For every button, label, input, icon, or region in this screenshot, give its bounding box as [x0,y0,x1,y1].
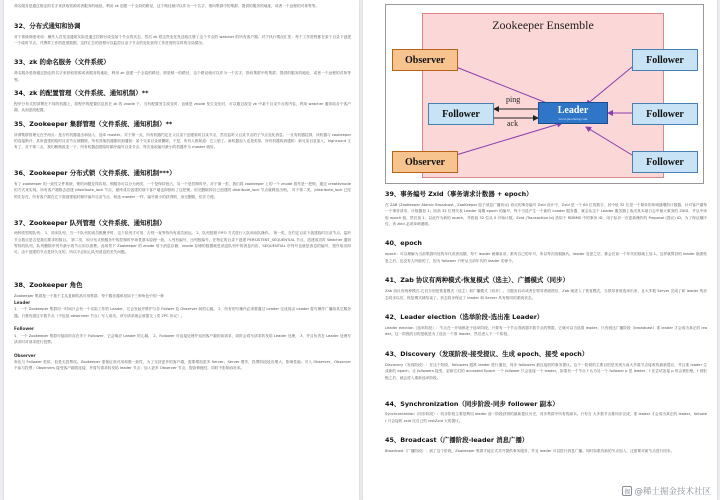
role-name-leader: Leader [14,299,31,305]
section-body: 程序分布式的部署在不同的机器上，将程序的配置信息放在 zk 的 znode 下，当有配置发生改变时，也就是 znode 发生变化时，可以通过改变 zk 中某个目录节点的内容，利用 watcher 通知给各个客户端，从而更改配置。 [14,101,351,113]
section-body: Broadcast（广播阶段）：到了这个阶段，Zookeeper 集群才能正式对外提供事务服务，并且 leader 可以进行消息广播。同时如果有新的节点加入，还需要对新节点进行同步。 [385,449,675,454]
section-33 [14,58,351,83]
section-body: Discovery（发现阶段）：在这个阶段，followers 跟准 leader 进行通信，同步 followers 最近接收的事务提议。这个一阶段的主要目的是发现当前大多数节点接收的最新提议，并且准 leader 生成新的 epoch，让 followers 接受，更新它们的 accepted Epoch 一个 follower 只会连接一个 leader，如果有一个节点 f 认为另一个 follower p 是 leader，f 在尝试连接 p 时会被拒绝，f 被拒绝之后，就会进入重新选举阶段。 [385,363,707,380]
follower-node-left: Follower [428,103,494,125]
section-heading: 37、Zookeeper 队列管理（文件系统、通知机制） [14,218,166,227]
section-body: 有了 zookeeper 的一致性文件系统，锁的问题变得容易。锁服务可以分为两类，一个是保持独占，另一个是控制时序。对于第一类，我们将 zookeeper 上的一个 znode 看作是一把锁，通过 createznode 的方式来实现。所有客户端都去创建 /distribute_lock 节点，最终成功创建的那个客户端也即拥有了这把锁。用完删除掉自己创建的 distribute_lock 节点就释放出锁。 对于第二类，/distribute_lock 已经预先存在，所有客户端在它下面创建临时顺序编号目录节点，和选 master 一样，编号最小的获得锁，用完删除，依次方便。 [14,182,351,199]
right-page [363,0,717,500]
section-heading: 44、Synchronization（同步阶段-同步 follower 副本） [385,399,559,408]
ack-label: ack [507,119,519,128]
section-heading: 41、Zab 协议有两种模式-恢复模式（选主）、广播模式（同步） [385,276,569,285]
section-heading: 38、Zookeeper 角色 [14,280,83,289]
section-heading: 39、事务编号 Zxid（事务请求计数器 + epoch） [385,190,533,198]
section-heading: 36、Zookeeper 分布式锁（文件系统、通知机制***） [14,169,176,178]
left-page [4,0,359,500]
section-body: Synchronization（同步阶段）：同步阶段主要是利用 leader 前一阶段获得的最新提议历史，同步集群中所有的副本。只有当 大多数节点都同步完成，准 leader 才会成为真正的 leader。follower 只会接收 zxid 比自己的 lastZxid 大的提议。 [385,412,707,423]
observer-node-bottom: Observer [392,151,458,173]
section-heading: 45、Broadcast（广播阶段-leader 消息广播） [385,436,529,445]
section-32 [14,22,351,53]
section-45 [385,436,707,461]
section-34 [14,89,351,114]
section-body: Zookeeper 集群是一个基于主从复制的高可用集群，每个服务器承担如下三种角色中的一种 [14,293,164,298]
section-35 [14,120,351,163]
section-36 [14,169,351,212]
section-heading: 35、Zookeeper 集群管理（文件系统、通知机制）** [14,119,173,128]
section-39 [385,190,707,233]
ping-label: ping [506,95,521,104]
section-body: 对于系统调度来说：操作人员发送通知实际是通过控制台改变某个节点的状态，然后 zk 将这些变化发送给注册了这个节点的 watcher 的所有客户端。对于执行情况汇报：每个工作进程都在某个目录下创建一个临时节点，并携带工作的进度数据，这样汇总的进程可以监控目录子节点的变化获得工作进度的实时的全局情况。 [14,34,351,45]
section-42 [385,313,707,344]
section-body: 所谓集群管理无在乎两点：是否有机器退出和加入、选举 master。对于第一点，所有机器约定在父目录下创建临时目录节点，然后监听父目录节点的子节点变化消息。一旦有机器挂掉，该机器与 zookeeper 的连接断开，其所创建的临时目录节点被删除，所有其他机器都收到通知：某个兄弟目录被删除，于是，所有人都知道：它上船了。新机器加入也是类似，所有机器收到通知：新兄弟目录加入，highcount 又有了，对于第二点，我们稍微改变一下，所有机器创建临时顺序编号目录节点，每次选取编号最小的机器作为 master 就好。 [14,132,351,150]
section-body: Leader election（选举阶段）：节点在一开始都处于选举阶段，只要有一个节点得到超半数节点的票数，它就可以当选准 leader。只有到达广播阶段（broadcast）准 leader 才会成为真正的 leader。这一阶段的目的是就是为了选出一个准 leader，然后进入下一个阶段。 [385,326,707,337]
section-38 [14,281,351,378]
section-heading: 42、Leader election（选举阶段-选出准 Leader） [385,313,544,322]
watermark [622,485,711,497]
section-body: 命名服务是指通过指定的名字来获取资源或者服务的地址，利用 zk 创建一个全局的路径，即是唯一的路径，这个路径就可以作为一个名字，指向集群中的集群，提供的服务的地址，或者一个远程的对象等等。 [14,71,351,82]
section-37 [14,219,351,275]
follower-node-top-right: Follower [632,49,698,71]
section-body: epoch：可以理解为当前集群所处的年代或者周期，每个 leader 就像皇帝，都有自己的年号，所以每次改朝换代，leader 变更之后，都会在前一个年代的基础上加 1。这样就算旧的 leader 崩溃恢复之后，也没有人听他的了，因为 follower 只听从当前年代的 leader 的命令。 [385,252,707,263]
section-heading: 43、Discovery（发现阶段-接受提议、生成 epoch、接受 epoch） [385,350,589,359]
section-heading: 34、zk 的配置管理（文件系统、通知机制）** [14,89,149,98]
arrow-fol-br [586,127,632,155]
observer-node-top: Observer [392,49,458,71]
intro-paragraph: 命名服务是通过指定的名字来获取资源或者服务的地址，利用 zk 创建一个全局的路径，这个路径就可以作为一个名字，指向集群中的集群，提供的服务的地址，或者一个远程的对象等等。 [14,4,320,8]
section-44 [385,400,707,431]
role-name-follower: Follower [14,326,35,332]
follower-node-right: Follower [632,103,698,125]
section-40 [385,239,707,270]
ensemble-title: Zookeeper Ensemble [492,18,594,32]
section-body: 两种类型的队列： 1、同步队列，当一个队列的成员都聚齐时，这个队列才可用，否则一直等待所有成员到达。 2、队列按照 FIFO 方式进行入队和出队操作。 第一类，在约定目录下创建临时目录节点，监听节点数目是否是我们要求的数目。 第二类，和分布式锁服务中的控制时序场景基本原理一致，入列有编号，出列按编号。在特定的目录下创建 PERSISTENT_SEQUENTIAL 节点，创建成功时 Watcher 通知等待的队列，队列删除序列号最小的节点用以消费。此场景下 Zookeeper 的 znode 用于消息存储，znode 存储的数据就是消息队列中的消息内容，SEQUENTIAL 序列号也就是消息的编号，按序取出即可。由于创建的节点是持久化的，所以不必担心队列消息的丢失问题。 [14,231,351,255]
leader-url: www.jiaocheng.com [558,117,588,121]
role-body-follower: 1、一个 Zookeeper 集群可能同时存在多个 Follower，它会响应 Leader 的心跳， 2、Follower 可直接处理并返回客户端的读请求，同时会将写请求转发给 Leader 处理， 3、并且负责在 Leader 处理写请求时对请求进行投票。 [14,333,351,345]
leader-label: Leader [557,105,589,116]
role-name-observer: Observer [14,352,36,358]
arrow-fol-tr [586,67,632,105]
section-heading: 40、epoch [385,239,422,248]
section-43 [385,350,707,393]
leader-node [538,102,608,124]
section-41 [385,276,707,307]
section-body: 在 ZAB (ZooKeeper Atomic Broadcast , ZooKeeper 原子消息广播协议) 协议的事务编号 Zxid 设计中，Zxid 是一个 64 位的数字，其中低 32 位是一个简单的单调递增的计数器，针对客户端每一个事务请求，计数器加 1；而高 32 位则代表 Leader 周期 epoch 的编号，每个当选产生一个新的 Leader 服务器，就会从这个 Leader 服务器上取出其本地日志中最大事务的 ZXID，并从中读取 epoch 值，然后加 1，以此作为新的 epoch，并将低 32 位从 0 开始计数。Zxid (Transaction id) 类似于 RDBMS 中的事务 ID，用于标识一次更新操作的 Proposal (提议) ID。为了保证顺序性，该 zkid 必须单调递增。 [385,202,707,226]
role-body-leader: 1、一个 Zookeeper 集群同一时间只会有一个实际工作的 Leader，它会发起并维护与各 Follwer 及 Observer 间的心跳。 2、所有的写操作必须要通过 Leader 完成再由 Leader 将写操作广播给其它服务器。只要有超过半数节点（不包括 observeer 节点）写入成功，该写请求就会被提交（类 2PC 协议）。 [14,307,351,318]
section-heading: 32、分布式通知和协调 [14,21,81,30]
zookeeper-ensemble-diagram [385,4,704,184]
watermark-text: @稀土掘金技术社区 [634,487,711,497]
section-heading: 33、zk 的命名服务（文件系统） [14,58,110,67]
follower-node-bottom-right: Follower [632,151,698,173]
juejin-logo-icon: 掘 [622,486,632,496]
section-body: Zab 协议有两种模式-它们分别是恢复模式（选主）和广播模式（同步）。当服务启动或者在领导者崩溃后，Zab 就进入了恢复模式，当领导者被选举出来，且大多数 Server 完成了和 leader 的状态同步以后，恢复模式就结束了。状态同步保证了 leader 和 Server 具有相同的系统状态。 [385,289,707,300]
role-body-observer: 角色与 Follower 类似，但是无投票权。Zookeeper 需保证高可用和强一致性，为了支持更多的客户端，需要增加更多 Server；Server 增多，投票阶段延迟增大，影响性能；引入 Observer，Observer 不参与投票；Observers 接受客户端的连接，并将写请求转发给 leader 节点；加入更多 Observer 节点，提高伸缩性，同时不影响吞吐率。 [14,360,351,371]
